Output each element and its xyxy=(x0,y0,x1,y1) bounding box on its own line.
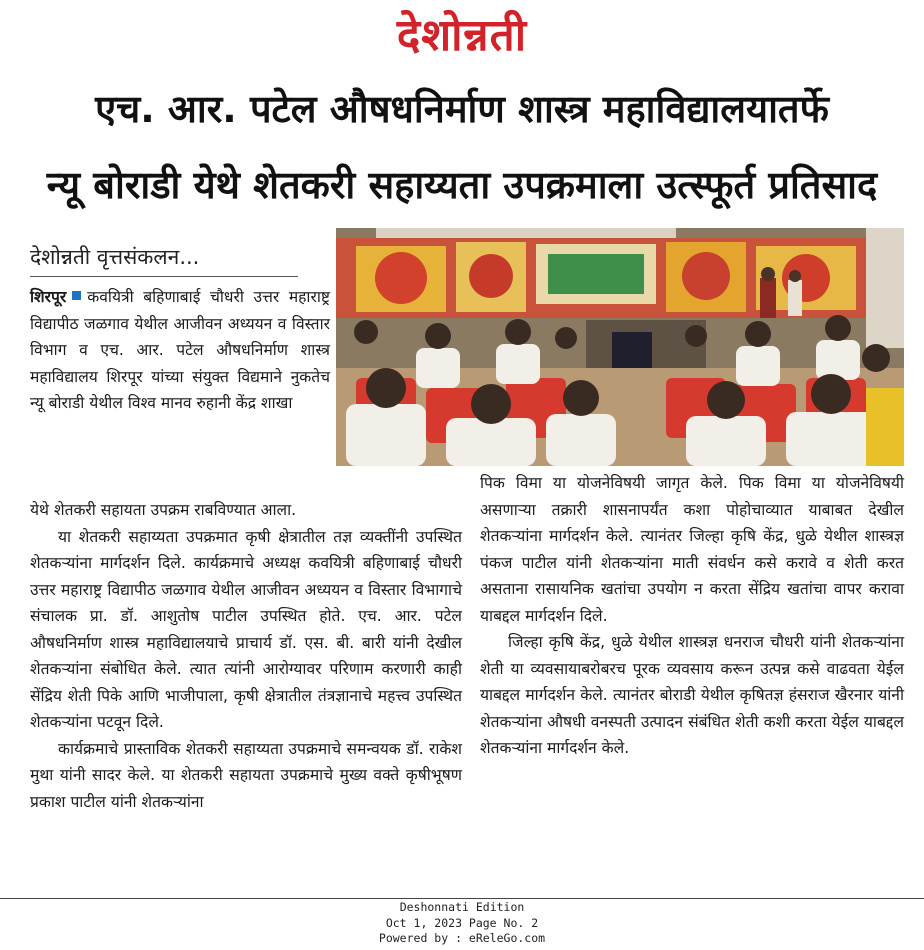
article-column-1 xyxy=(30,284,330,417)
footer-powered-by: Powered by : eReleGo.com xyxy=(378,931,546,945)
headline-line-1: एच. आर. पटेल औषधनिर्माण शास्त्र महाविद्यालयातर्फे xyxy=(95,87,829,131)
article-lead-continued: येथे शेतकरी सहायता उपक्रम राबविण्यात आला. xyxy=(30,501,297,519)
article-paragraph-continued: पिक विमा या योजनेविषयी जागृत केले. पिक विमा या योजनेविषयी असणाऱ्या तक्रारी शासनापर्यंत कशा पोहोचाव्यात याबाबत देखील शेतकऱ्यांना मार्गदर्शन केले. त्यानंतर जिल्हा कृषि केंद्र, धुळे येथील शास्त्रज्ञ पंकज पाटील यांनी शेतकऱ्यांना माती संवर्धन कसे करावे व शेती करत असताना रासायनिक खतांचा उपयोग न करता सेंद्रिय खतांचा वापर करावा याबद्दल मार्गदर्शन दिले. xyxy=(480,474,904,625)
dateline: शिरपूर xyxy=(30,288,67,306)
footer-edition: Deshonnati Edition xyxy=(399,900,525,914)
article-paragraph: कार्यक्रमाचे प्रास्ताविक शेतकरी सहाय्यता उपक्रमाचे समन्वयक डॉ. राकेश मुथा यांनी सादर केले. या शेतकरी सहायता उपक्रमाचे मुख्य वक्ते कृषीभूषण प्रकाश पाटील यांनी शेतकऱ्यांना xyxy=(30,739,462,811)
byline: देशोन्नती वृत्तसंकलन... xyxy=(30,245,200,269)
dateline-marker-icon xyxy=(72,291,81,300)
article-column-2 xyxy=(30,497,462,815)
event-photo xyxy=(336,228,904,466)
article-column-3 xyxy=(480,470,904,762)
masthead-logo: देशोन्नती xyxy=(396,10,528,61)
footer xyxy=(0,900,924,947)
footer-divider xyxy=(0,898,924,899)
article-lead: कवयित्री बहिणाबाई चौधरी उत्तर महाराष्ट्र विद्यापीठ जळगाव येथील आजीवन अध्ययन व विस्तार विभाग व एच. आर. पटेल औषधनिर्माण शास्त्र महाविद्यालय शिरपूर यांच्या संयुक्त विद्यमाने नुकतेच न्यू बोराडी येथील विश्व मानव रुहानी केंद्र शाखा xyxy=(30,288,330,412)
article-paragraph: या शेतकरी सहाय्यता उपक्रमात कृषी क्षेत्रातील तज्ञ व्यक्तींनी उपस्थित शेतकऱ्यांना मार्गदर्शन दिले. कार्यक्रमाचे अध्यक्ष कवयित्री बहिणाबाई चौधरी उत्तर महाराष्ट्र विद्यापीठ जळगाव येथील आजीवन अध्ययन व विस्तार विभागाचे संचालक प्रा. डॉ. आशुतोष पाटील उपस्थित होते. एच. आर. पटेल औषधनिर्माण शास्त्र महाविद्यालयाचे प्राचार्य डॉ. एस. बी. बारी यांनी देखील शेतकऱ्यांना संबोधित केले. त्यात त्यांनी आरोग्यावर परिणाम करणारी काही सेंद्रिय शेती पिके आणि भाजीपाला, कृषी क्षेत्रातील तंत्रज्ञानाचे महत्त्व उपस्थित शेतकऱ्यांना पटवून दिले. xyxy=(30,527,462,731)
byline-divider xyxy=(30,276,298,277)
headline-line-2: न्यू बोराडी येथे शेतकरी सहाय्यता उपक्रमाला उत्स्फूर्त प्रतिसाद xyxy=(46,163,878,207)
footer-date-page: Oct 1, 2023 Page No. 2 xyxy=(385,915,539,930)
article-paragraph: जिल्हा कृषि केंद्र, धुळे येथील शास्त्रज्ञ धनराज चौधरी यांनी शेतकऱ्यांना शेती या व्यवसायाबरोबरच पूरक व्यवसाय करून उत्पन्न कसे वाढवता येईल याबद्दल मार्गदर्शन केले. त्यानंतर बोराडी येथील कृषितज्ञ हंसराज खैरनार यांनी शेतकऱ्यांना औषधी वनस्पती उत्पादन संबंधित शेती कशी करता येईल याबद्दल शेतकऱ्यांना मार्गदर्शन केले. xyxy=(480,633,904,757)
